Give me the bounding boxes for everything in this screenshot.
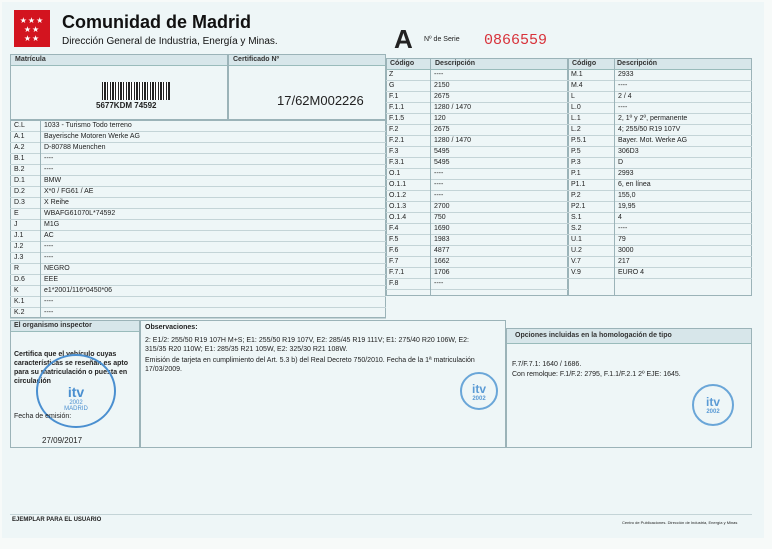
row-description: ---- [434,192,444,199]
form-letter: A [394,24,413,54]
row-code: F.7 [389,258,399,265]
row-description: 79 [618,236,626,243]
row-code: G [389,82,395,89]
row-code: P1.1 [571,181,586,188]
row-description: 1706 [434,269,450,276]
row-code: D.2 [14,188,25,195]
certifica-text: Certifica que el vehículo cuyas características se reseñan es apto para su matriculación o puesta en circulación [14,351,129,385]
left-divider [40,120,41,318]
table-row [568,267,752,279]
certificado-box [228,54,386,120]
row-code: J.1 [14,232,24,239]
row-code: F.8 [389,280,399,287]
row-description: 4877 [434,247,450,254]
ejemplar-label: EJEMPLAR PARA EL USUARIO [12,517,102,523]
row-description: ---- [44,243,54,250]
right-descripcion-label: Descripción [617,60,658,67]
row-description: ---- [618,104,628,111]
right-divider [614,58,615,296]
row-description: 2700 [434,203,450,210]
row-description: Bayer. Mot. Werke AG [618,137,688,144]
fecha-emision-value: 27/09/2017 [42,436,83,445]
itv-logo-stamp-2 [692,384,734,426]
row-description: 306D3 [618,148,639,155]
row-description: 1280 / 1470 [434,104,471,111]
row-description: ---- [434,280,444,287]
madrid-flag-logo: ★★★ ★★ ★★ [14,10,50,47]
observaciones-line-1: 2: E1/2: 255/50 R19 107H M+S; E1: 255/50 R19 107V, E2: 285/45 R19 111V; E1: 275/40 R20 106W, E2: [145,337,469,344]
row-description: 2 / 4 [618,93,632,100]
row-code: D.3 [14,199,25,206]
row-code: F.1 [389,93,399,100]
row-description: NEGRO [44,265,70,272]
row-code: V.7 [571,258,581,265]
row-description: ---- [434,181,444,188]
barcode [102,82,170,100]
row-description: D [618,159,624,166]
row-description: 2675 [434,126,450,133]
row-description: 155,0 [618,192,636,199]
row-code: J.2 [14,243,24,250]
footer-small-print: Centro de Publicaciones. Dirección de Industria, Energía y Minas [622,520,738,525]
row-code: U.2 [571,247,582,254]
mid-descripcion-label: Descripción [435,60,476,67]
row-code: E [14,210,19,217]
row-code: F.4 [389,225,399,232]
itv-logo-stamp [460,372,498,410]
row-code: K.1 [14,298,25,305]
row-code: B.1 [14,155,25,162]
row-description: 217 [618,258,630,265]
observaciones-label: Observaciones: [145,324,198,331]
row-code: M.1 [571,71,583,78]
row-description: 2, 1º y 2º, permanente [618,115,688,122]
row-code: P.5 [571,148,581,155]
row-code: F.3.1 [389,159,405,166]
row-code: P.5.1 [571,137,587,144]
opciones-label: Opciones incluidas en la homologación de tipo [507,329,751,344]
row-description: ---- [434,170,444,177]
row-description: ---- [44,155,54,162]
row-description: 6, en línea [618,181,651,188]
row-description: e1*2001/116*0450*06 [44,287,112,294]
row-description: 1690 [434,225,450,232]
row-description: 3000 [618,247,634,254]
row-code: F.1.5 [389,115,405,122]
row-description: AC [44,232,54,239]
row-code: L.1 [571,115,581,122]
row-code: F.3 [389,148,399,155]
row-code: R [14,265,20,272]
observaciones-line-3: Emisión de tarjeta en cumplimiento del Art. 5.3 b) del Real Decreto 750/2010. Fecha de la 1ª matriculación [145,357,475,364]
row-description: D-80788 Muenchen [44,144,106,151]
row-description: 120 [434,115,446,122]
row-code: O.1.1 [389,181,407,188]
serie-number: 0866559 [484,32,548,49]
row-code: J [14,221,18,228]
row-code: F.2 [389,126,399,133]
row-description: 4 [618,214,622,221]
matricula-label: Matrícula [11,55,227,66]
row-description: X Reihe [44,199,69,206]
row-code: S.1 [571,214,582,221]
row-description: ---- [44,166,54,173]
row-code: F.2.1 [389,137,405,144]
row-description: X*0 / FG61 / AE [44,188,94,195]
row-description: EEE [44,276,59,283]
row-code: P.2 [571,192,581,199]
left-grid [10,120,386,318]
row-code: D.6 [14,276,25,283]
itv-logo-text-2: itv [705,395,720,409]
row-code: P.1 [571,170,581,177]
row-code: F.7.1 [389,269,405,276]
row-description: 2993 [618,170,634,177]
row-description: 4; 255/50 R19 107V [618,126,681,133]
observaciones-line-2: 315/35 R20 110W; E1: 285/35 R21 105W, E2: 325/30 R21 108W. [145,346,348,353]
row-code: V.9 [571,269,581,276]
row-code: K.2 [14,309,25,316]
observaciones-line-4: 17/03/2009. [145,366,182,373]
row-code: U.1 [571,236,582,243]
row-description: ---- [44,298,54,305]
row-code: P2.1 [571,203,586,210]
row-code: O.1 [389,170,401,177]
stamp-year: 2002 [69,400,83,406]
row-description: 1280 / 1470 [434,137,471,144]
stamp-itv-text: itv [67,384,85,400]
row-description: ---- [618,225,628,232]
row-description: WBAFG61070L*74592 [44,210,116,217]
row-description: 19,95 [618,203,636,210]
row-description: BMW [44,177,62,184]
row-code: O.1.3 [389,203,407,210]
row-code: L.0 [571,104,581,111]
opciones-line-1: F.7/F.7.1: 1640 / 1686. [512,361,582,368]
mid-divider [430,58,431,296]
row-description: 1033 - Turismo Todo terreno [44,122,132,129]
row-description: ---- [618,82,628,89]
table-row [10,307,386,319]
row-description: 2150 [434,82,450,89]
row-description: M1G [44,221,60,228]
opciones-line-2: Con remolque: F.1/F.2: 2795, F.1.1/F.2.1 2º EJE: 1645. [512,371,681,378]
row-code: D.1 [14,177,25,184]
table-row [386,278,568,290]
row-code: A.2 [14,144,25,151]
row-code: F.6 [389,247,399,254]
row-description: 5495 [434,148,450,155]
row-code: K [14,287,19,294]
row-description: 5495 [434,159,450,166]
row-description: ---- [44,254,54,261]
row-code: O.1.4 [389,214,407,221]
row-description: Bayerische Motoren Werke AG [44,133,140,140]
row-code: Z [389,71,394,78]
certificado-label: Certificado Nº [229,55,385,66]
row-code: M.4 [571,82,583,89]
row-description: EURO 4 [618,269,645,276]
row-code: P.3 [571,159,581,166]
serie-label: Nº de Serie [424,36,460,43]
row-code: F.5 [389,236,399,243]
mid-codigo-label: Código [390,60,415,67]
row-description: 2933 [618,71,634,78]
row-code: C.L [14,122,25,129]
row-description: 750 [434,214,446,221]
row-code: L.2 [571,126,581,133]
row-description: ---- [434,71,444,78]
row-code: S.2 [571,225,582,232]
row-description: 1983 [434,236,450,243]
page-title: Comunidad de Madrid [62,12,251,32]
row-code: O.1.2 [389,192,407,199]
row-code: B.2 [14,166,25,173]
page-subtitle: Dirección General de Industria, Energía y Minas. [62,36,278,47]
itv-logo-year-1: 2002 [472,396,486,402]
row-code: J.3 [14,254,24,261]
fecha-emision-label: Fecha de emisión: [14,413,72,420]
plate-text: 5677KDM 74592 [96,101,157,110]
right-codigo-label: Código [572,60,597,67]
itv-logo-year-2: 2002 [706,409,720,415]
row-description: 2675 [434,93,450,100]
row-code: F.1.1 [389,104,405,111]
row-code: L [571,93,575,100]
footer-rule [10,514,752,515]
stamp-city: MADRID [64,406,88,412]
certificado-number: 17/62M002226 [277,93,364,108]
row-description: 1662 [434,258,450,265]
row-code: A.1 [14,133,25,140]
vehicle-inspection-card [2,2,764,538]
row-description: ---- [44,309,54,316]
itv-logo-text-1: itv [471,382,486,396]
organismo-label: El organismo inspector [11,321,139,332]
